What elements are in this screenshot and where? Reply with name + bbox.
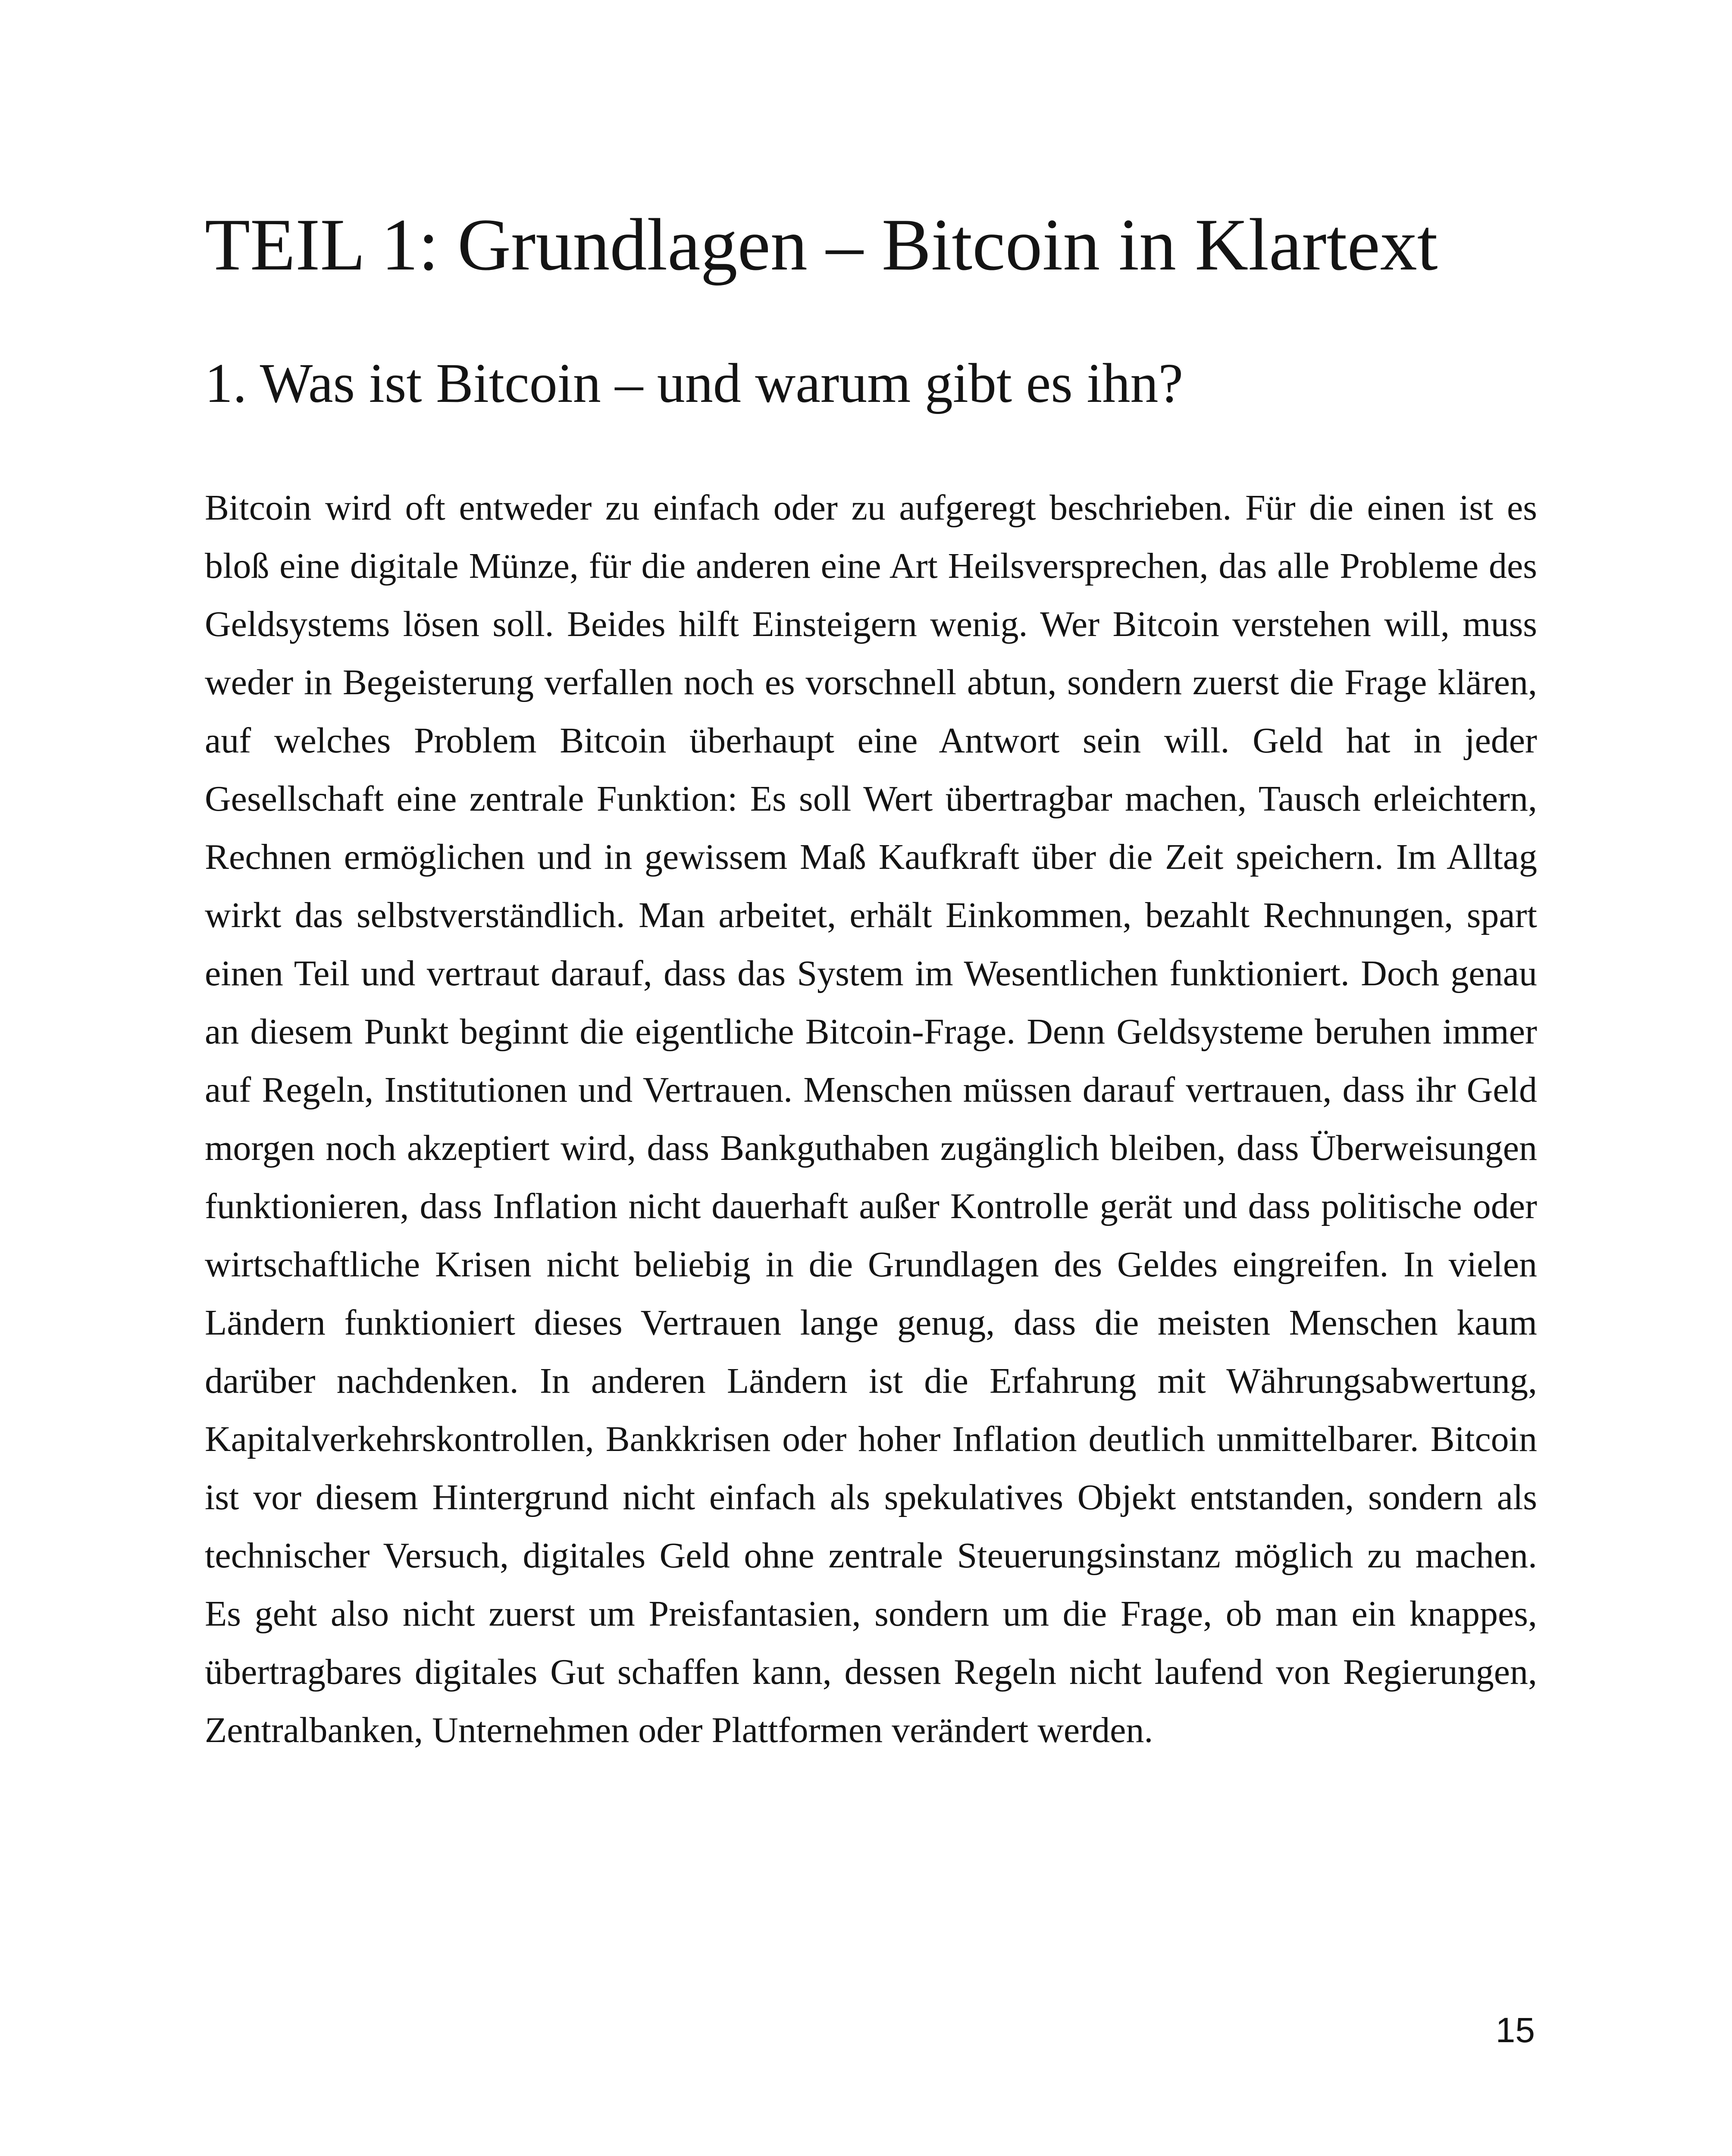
chapter-title: 1. Was ist Bitcoin – und warum gibt es ihn?	[205, 352, 1184, 414]
body-paragraph: Bitcoin wird oft entweder zu einfach oder zu aufgeregt beschrieben. Für die einen ist es bloß eine digitale Münze, für die anderen eine Art Heilsversprechen, das alle Probleme des Geldsystems lösen soll. Beides hilft Einsteigern wenig. Wer Bitcoin verstehen will, muss weder in Begeisterung verfallen noch es vorschnell abtun, sondern zuerst die Frage klären, auf welches Problem Bitcoin überhaupt eine Antwort sein will. Geld hat in jeder Gesellschaft eine zentrale Funktion: Es soll Wert übertragbar machen, Tausch erleichtern, Rechnen ermöglichen und in gewissem Maß Kaufkraft über die Zeit speichern. Im Alltag wirkt das selbstverständlich. Man arbeitet, erhält Einkommen, bezahlt Rechnungen, spart einen Teil und vertraut darauf, dass das System im Wesentlichen funktioniert. Doch genau an diesem Punkt beginnt die eigentliche Bitcoin-Frage. Denn Geldsysteme beruhen immer auf Regeln, Institutionen und Vertrauen. Menschen müssen darauf vertrauen, dass ihr Geld morgen noch akzeptiert wird, dass Bankguthaben zugänglich bleiben, dass Überweisungen funktionieren, dass Inflation nicht dauerhaft außer Kontrolle gerät und dass politische oder wirtschaftliche Krisen nicht beliebig in die Grundlagen des Geldes eingreifen. In vielen Ländern funktioniert dieses Vertrauen lange genug, dass die meisten Menschen kaum darüber nachdenken. In anderen Ländern ist die Erfahrung mit Währungsabwertung, Kapitalverkehrskontrollen, Bankkrisen oder hoher Inflation deutlich unmittelbarer. Bitcoin ist vor diesem Hintergrund nicht einfach als spekulatives Objekt entstanden, sondern als technischer Versuch, digitales Geld ohne zentrale Steuerungsinstanz möglich zu machen. Es geht also nicht zuerst um Preisfantasien, sondern um die Frage, ob man ein knappes, übertragbares digitales Gut schaffen kann, dessen Regeln nicht laufend von Regierungen, Zentralbanken, Unternehmen oder Plattformen verändert werden.	[205, 488, 1537, 1750]
part-title: TEIL 1: Grundlagen – Bitcoin in Klartext	[205, 204, 1438, 286]
page-number: 15	[1495, 2011, 1535, 2050]
